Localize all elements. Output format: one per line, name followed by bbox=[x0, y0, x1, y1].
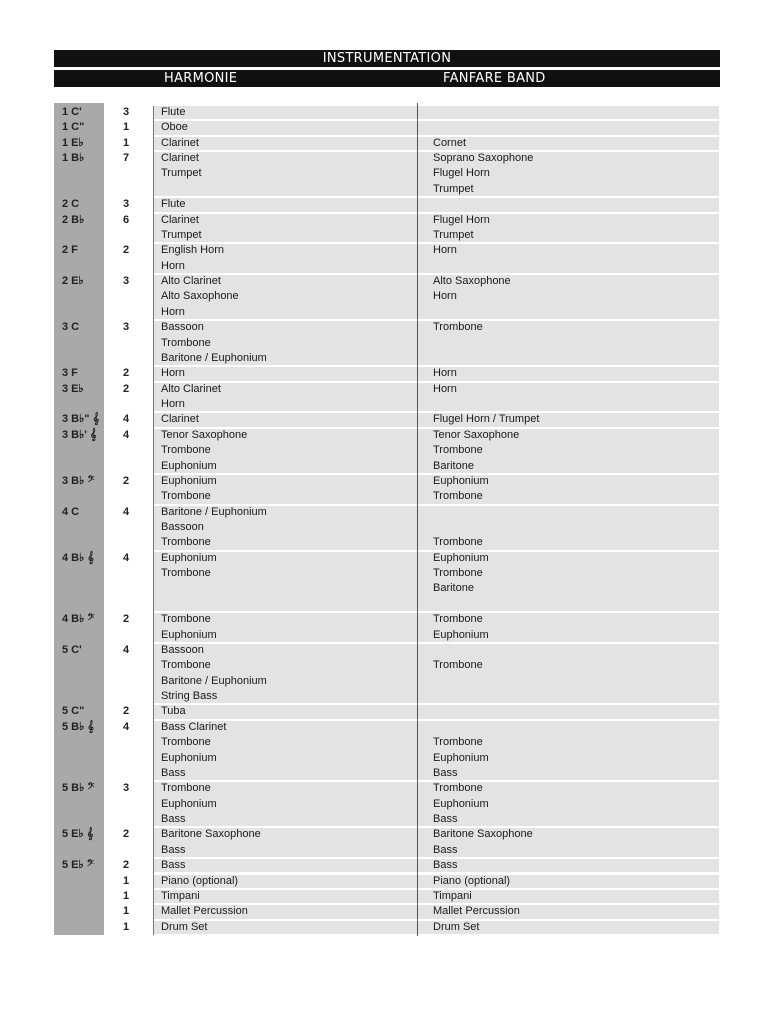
fanfare-instrument: Horn bbox=[433, 290, 457, 303]
fanfare-instrument: Trombone bbox=[433, 536, 483, 549]
harmonie-instrument: Oboe bbox=[161, 121, 188, 134]
fanfare-instrument: Trombone bbox=[433, 782, 483, 795]
fanfare-instrument: Alto Saxophone bbox=[433, 275, 511, 288]
part-count: 3 bbox=[123, 275, 130, 288]
fanfare-instrument: Trombone bbox=[433, 444, 483, 457]
transposition-key: 5 C' bbox=[62, 643, 82, 656]
harmonie-instrument: Trombone bbox=[161, 490, 211, 503]
harmonie-instrument: Bassoon bbox=[161, 643, 204, 656]
part-count: 6 bbox=[123, 213, 130, 226]
header-harmonie: HARMONIE bbox=[164, 71, 238, 86]
fanfare-instrument: Euphonium bbox=[433, 551, 489, 564]
part-count: 2 bbox=[123, 613, 130, 626]
part-count: 4 bbox=[123, 428, 130, 441]
fanfare-instrument: Flugel Horn bbox=[433, 167, 490, 180]
harmonie-instrument: Euphonium bbox=[161, 459, 217, 472]
group-background bbox=[154, 198, 719, 211]
fanfare-instrument: Horn bbox=[433, 382, 457, 395]
fanfare-instrument: Euphonium bbox=[433, 628, 489, 641]
fanfare-instrument: Baritone Saxophone bbox=[433, 828, 533, 841]
page-title: INSTRUMENTATION bbox=[322, 51, 452, 66]
harmonie-instrument: Baritone Saxophone bbox=[161, 828, 261, 841]
harmonie-instrument: Clarinet bbox=[161, 413, 199, 426]
fanfare-instrument: Bass bbox=[433, 813, 458, 826]
header-fanfare-band: FANFARE BAND bbox=[443, 71, 546, 86]
fanfare-instrument: Cornet bbox=[433, 136, 467, 149]
fanfare-instrument: Drum Set bbox=[433, 920, 480, 933]
fanfare-instrument: Trumpet bbox=[433, 182, 474, 195]
group-background bbox=[154, 106, 719, 119]
transposition-key: 3 F bbox=[62, 367, 78, 380]
harmonie-instrument: Horn bbox=[161, 305, 185, 318]
fanfare-instrument: Bass bbox=[433, 859, 458, 872]
harmonie-instrument: Euphonium bbox=[161, 474, 217, 487]
harmonie-instrument: Piano (optional) bbox=[161, 874, 239, 887]
part-count: 4 bbox=[123, 413, 130, 426]
harmonie-instrument: Trombone bbox=[161, 567, 211, 580]
transposition-key: 5 E♭ 𝄞 bbox=[62, 828, 94, 841]
group-background bbox=[154, 121, 719, 134]
part-count: 4 bbox=[123, 505, 130, 518]
transposition-key: 1 E♭ bbox=[62, 136, 84, 149]
transposition-key: 3 B♭ 𝄢 bbox=[62, 474, 95, 487]
harmonie-instrument: Bass bbox=[161, 766, 186, 779]
part-count: 1 bbox=[123, 920, 130, 933]
harmonie-instrument: Alto Clarinet bbox=[161, 275, 221, 288]
harmonie-instrument: Euphonium bbox=[161, 551, 217, 564]
transposition-key: 3 B♭" 𝄞 bbox=[62, 413, 100, 426]
harmonie-instrument: Baritone / Euphonium bbox=[161, 674, 267, 687]
fanfare-instrument: Trombone bbox=[433, 490, 483, 503]
part-count: 3 bbox=[123, 321, 130, 334]
harmonie-instrument: Baritone / Euphonium bbox=[161, 505, 267, 518]
transposition-key: 1 C" bbox=[62, 121, 85, 134]
harmonie-instrument: Trombone bbox=[161, 444, 211, 457]
fanfare-instrument: Soprano Saxophone bbox=[433, 152, 534, 165]
part-count: 4 bbox=[123, 643, 130, 656]
harmonie-instrument: Clarinet bbox=[161, 213, 199, 226]
harmonie-instrument: Alto Saxophone bbox=[161, 290, 239, 303]
transposition-key: 5 E♭ 𝄢 bbox=[62, 859, 94, 872]
harmonie-instrument: Bassoon bbox=[161, 321, 204, 334]
fanfare-instrument: Bass bbox=[433, 843, 458, 856]
harmonie-instrument: Bass bbox=[161, 859, 186, 872]
fanfare-instrument: Trombone bbox=[433, 659, 483, 672]
harmonie-column-rule bbox=[153, 106, 154, 935]
harmonie-instrument: Trombone bbox=[161, 782, 211, 795]
fanfare-instrument: Flugel Horn bbox=[433, 213, 490, 226]
harmonie-instrument: Trombone bbox=[161, 336, 211, 349]
harmonie-instrument: Trumpet bbox=[161, 228, 202, 241]
fanfare-instrument: Euphonium bbox=[433, 474, 489, 487]
harmonie-instrument: Flute bbox=[161, 106, 186, 118]
part-count: 2 bbox=[123, 705, 130, 718]
harmonie-instrument: Trombone bbox=[161, 659, 211, 672]
part-count: 2 bbox=[123, 859, 130, 872]
harmonie-instrument: Horn bbox=[161, 367, 185, 380]
fanfare-instrument: Horn bbox=[433, 367, 457, 380]
harmonie-instrument: Bassoon bbox=[161, 520, 204, 533]
harmonie-instrument: Euphonium bbox=[161, 628, 217, 641]
harmonie-instrument: Clarinet bbox=[161, 136, 199, 149]
harmonie-instrument: Euphonium bbox=[161, 751, 217, 764]
part-count: 1 bbox=[123, 889, 130, 902]
transposition-key: 1 C' bbox=[62, 106, 82, 118]
fanfare-instrument: Euphonium bbox=[433, 797, 489, 810]
harmonie-instrument: Alto Clarinet bbox=[161, 382, 221, 395]
harmonie-instrument: Bass Clarinet bbox=[161, 720, 227, 733]
harmonie-instrument: Trombone bbox=[161, 536, 211, 549]
column-divider bbox=[417, 103, 418, 936]
harmonie-instrument: Bass bbox=[161, 813, 186, 826]
part-count: 1 bbox=[123, 874, 130, 887]
fanfare-instrument: Euphonium bbox=[433, 751, 489, 764]
fanfare-instrument: Flugel Horn / Trumpet bbox=[433, 413, 540, 426]
transposition-key: 2 C bbox=[62, 198, 80, 211]
transposition-key: 2 E♭ bbox=[62, 275, 84, 288]
part-count: 3 bbox=[123, 198, 130, 211]
part-count: 1 bbox=[123, 136, 130, 149]
part-count: 2 bbox=[123, 244, 130, 257]
fanfare-instrument: Tenor Saxophone bbox=[433, 428, 520, 441]
harmonie-instrument: Euphonium bbox=[161, 797, 217, 810]
fanfare-instrument: Trombone bbox=[433, 567, 483, 580]
harmonie-instrument: Trombone bbox=[161, 613, 211, 626]
harmonie-instrument: Horn bbox=[161, 259, 185, 272]
transposition-key: 2 F bbox=[62, 244, 78, 257]
fanfare-instrument: Trombone bbox=[433, 613, 483, 626]
transposition-key: 3 C bbox=[62, 321, 80, 334]
fanfare-instrument: Trombone bbox=[433, 321, 483, 334]
transposition-key: 1 B♭ bbox=[62, 152, 85, 165]
group-background bbox=[154, 705, 719, 718]
harmonie-instrument: Trombone bbox=[161, 736, 211, 749]
transposition-key: 3 B♭' 𝄞 bbox=[62, 428, 97, 441]
part-count: 1 bbox=[123, 121, 130, 134]
fanfare-instrument: Bass bbox=[433, 766, 458, 779]
part-count: 2 bbox=[123, 367, 130, 380]
transposition-key: 5 B♭ 𝄢 bbox=[62, 782, 95, 795]
fanfare-instrument: Mallet Percussion bbox=[433, 905, 520, 918]
harmonie-instrument: String Bass bbox=[161, 690, 218, 703]
fanfare-instrument: Piano (optional) bbox=[433, 874, 511, 887]
part-count: 2 bbox=[123, 828, 130, 841]
fanfare-instrument: Baritone bbox=[433, 582, 474, 595]
harmonie-instrument: Trumpet bbox=[161, 167, 202, 180]
part-count: 7 bbox=[123, 152, 130, 165]
harmonie-instrument: Clarinet bbox=[161, 152, 199, 165]
fanfare-instrument: Trombone bbox=[433, 736, 483, 749]
transposition-key: 5 B♭ 𝄞 bbox=[62, 720, 94, 733]
harmonie-instrument: Baritone / Euphonium bbox=[161, 351, 267, 364]
part-count: 4 bbox=[123, 551, 130, 564]
part-count: 2 bbox=[123, 382, 130, 395]
transposition-key: 4 B♭ 𝄢 bbox=[62, 613, 95, 626]
part-count: 4 bbox=[123, 720, 130, 733]
harmonie-instrument: Horn bbox=[161, 398, 185, 411]
fanfare-instrument: Horn bbox=[433, 244, 457, 257]
harmonie-instrument: Timpani bbox=[161, 889, 200, 902]
part-count: 3 bbox=[123, 106, 130, 118]
harmonie-instrument: Bass bbox=[161, 843, 186, 856]
harmonie-instrument: Drum Set bbox=[161, 920, 208, 933]
part-count: 3 bbox=[123, 782, 130, 795]
harmonie-instrument: English Horn bbox=[161, 244, 224, 257]
harmonie-instrument: Tenor Saxophone bbox=[161, 428, 248, 441]
harmonie-instrument: Mallet Percussion bbox=[161, 905, 248, 918]
transposition-key: 5 C" bbox=[62, 705, 85, 718]
part-count: 2 bbox=[123, 474, 130, 487]
fanfare-instrument: Trumpet bbox=[433, 228, 474, 241]
fanfare-instrument: Baritone bbox=[433, 459, 474, 472]
transposition-key: 2 B♭ bbox=[62, 213, 85, 226]
fanfare-instrument: Timpani bbox=[433, 889, 472, 902]
harmonie-instrument: Tuba bbox=[161, 705, 186, 718]
harmonie-instrument: Flute bbox=[161, 198, 186, 211]
transposition-key: 3 E♭ bbox=[62, 382, 84, 395]
transposition-key: 4 C bbox=[62, 505, 80, 518]
transposition-key: 4 B♭ 𝄞 bbox=[62, 551, 94, 564]
part-count: 1 bbox=[123, 905, 130, 918]
